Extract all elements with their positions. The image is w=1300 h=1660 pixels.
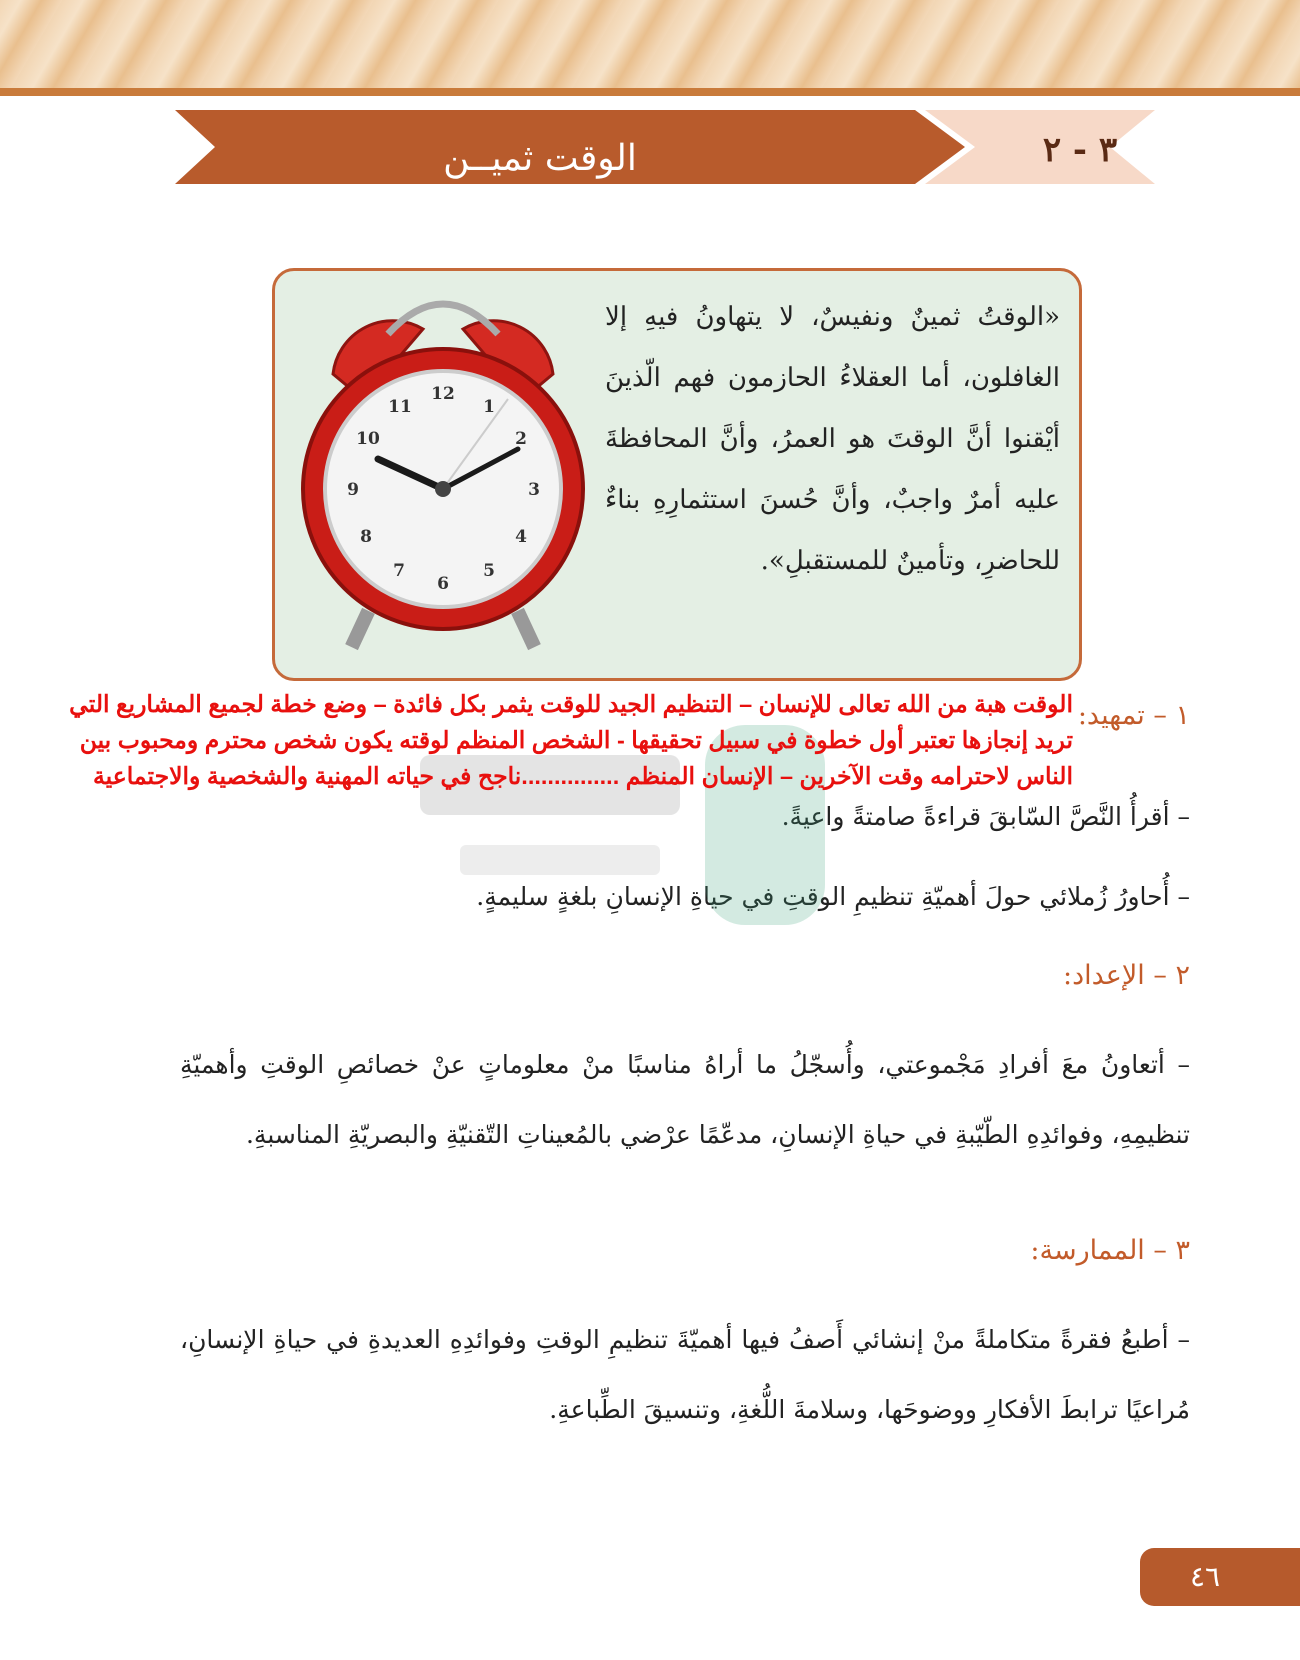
page-number: ٤٦ bbox=[1189, 1560, 1221, 1593]
clock-numeral-6: 6 bbox=[437, 574, 449, 594]
section-preparation-text: – أتعاونُ معَ أفرادِ مَجْموعتي، وأُسجّلُ ما أراهُ مناسبًا منْ معلوماتٍ عنْ خصائصِ الوقتِ وأهميّةِ تنظيمِهِ، وفوائدِهِ الطّيّبةِ في حياةِ الإنسانِ، مدعّمًا عرْضي بالمُعيناتِ التّقنيّةِ والبصريّةِ المناسبةِ. bbox=[180, 1050, 1190, 1149]
quote-text: «الوقتُ ثمينٌ ونفيسٌ، لا يتهاونُ فيهِ إلا الغافلون، أما العقلاءُ الحازمون فهم الّذينَ أيْقنوا أنَّ الوقتَ هو العمرُ، وأنَّ المحافظةَ عليه أمرٌ واجبٌ، وأنَّ حُسنَ استثمارِهِ بناءٌ للحاضرِ، وتأمينٌ للمستقبلِ». bbox=[605, 302, 1060, 576]
handwritten-answer-note: الوقت هبة من الله تعالى للإنسان – التنظيم الجيد للوقت يثمر بكل فائدة – وضع خطة لجميع المشاريع التي تريد إنجازها تعتبر أول خطوة في سبيل تحقيقها - الشخص المنظم لوقته يكون شخص محترم ومحبوب بين الناس لاحترامه وقت الآخرين – الإنسان المنظم ...............ناجح في حياته المهنية والشخصية والاجتماعية bbox=[69, 691, 1073, 789]
lesson-number: ٣ - ٢ bbox=[1042, 130, 1118, 170]
section-intro-line-2: – أُحاورُ زُملائي حولَ أهميّةِ تنظيمِ الوقتِ في حياةِ الإنسانِ بلغةٍ سليمةٍ. bbox=[476, 882, 1190, 911]
clock-numeral-8: 8 bbox=[360, 527, 372, 547]
section-heading-preparation: ٢ – الإعداد: bbox=[1063, 960, 1190, 991]
clock-numeral-4: 4 bbox=[515, 527, 527, 547]
clock-numeral-10: 10 bbox=[356, 429, 380, 449]
clock-numeral-5: 5 bbox=[483, 561, 495, 581]
clock-numeral-1: 1 bbox=[483, 397, 495, 417]
clock-numeral-3: 3 bbox=[528, 480, 540, 500]
section-intro-line-1: – أقرأُ النَّصَّ السّابقَ قراءةً صامتةً واعيةً. bbox=[781, 802, 1190, 831]
section-heading-practice: ٣ – الممارسة: bbox=[1030, 1235, 1190, 1266]
clock-numeral-2: 2 bbox=[515, 429, 527, 449]
clock-numeral-11: 11 bbox=[388, 397, 412, 417]
decorative-header-banner bbox=[0, 0, 1300, 96]
clock-numeral-7: 7 bbox=[393, 561, 405, 581]
lesson-title: الوقت ثميــن bbox=[443, 138, 637, 179]
clock-numeral-9: 9 bbox=[347, 480, 359, 500]
section-heading-intro: ١ – تمهيد: bbox=[1077, 700, 1190, 731]
clock-numeral-12: 12 bbox=[431, 384, 455, 404]
section-practice-text: – أطبعُ فقرةً متكاملةً منْ إنشائي أَصفُ فيها أهميّةَ تنظيمِ الوقتِ وفوائدِهِ العديدةِ في حياةِ الإنسانِ، مُراعيًا ترابطَ الأفكارِ ووضوحَها، وسلامةَ اللُّغةِ، وتنسيقَ الطِّباعةِ. bbox=[180, 1325, 1190, 1424]
alarm-clock-icon bbox=[293, 279, 593, 674]
quote-box bbox=[272, 268, 1082, 681]
